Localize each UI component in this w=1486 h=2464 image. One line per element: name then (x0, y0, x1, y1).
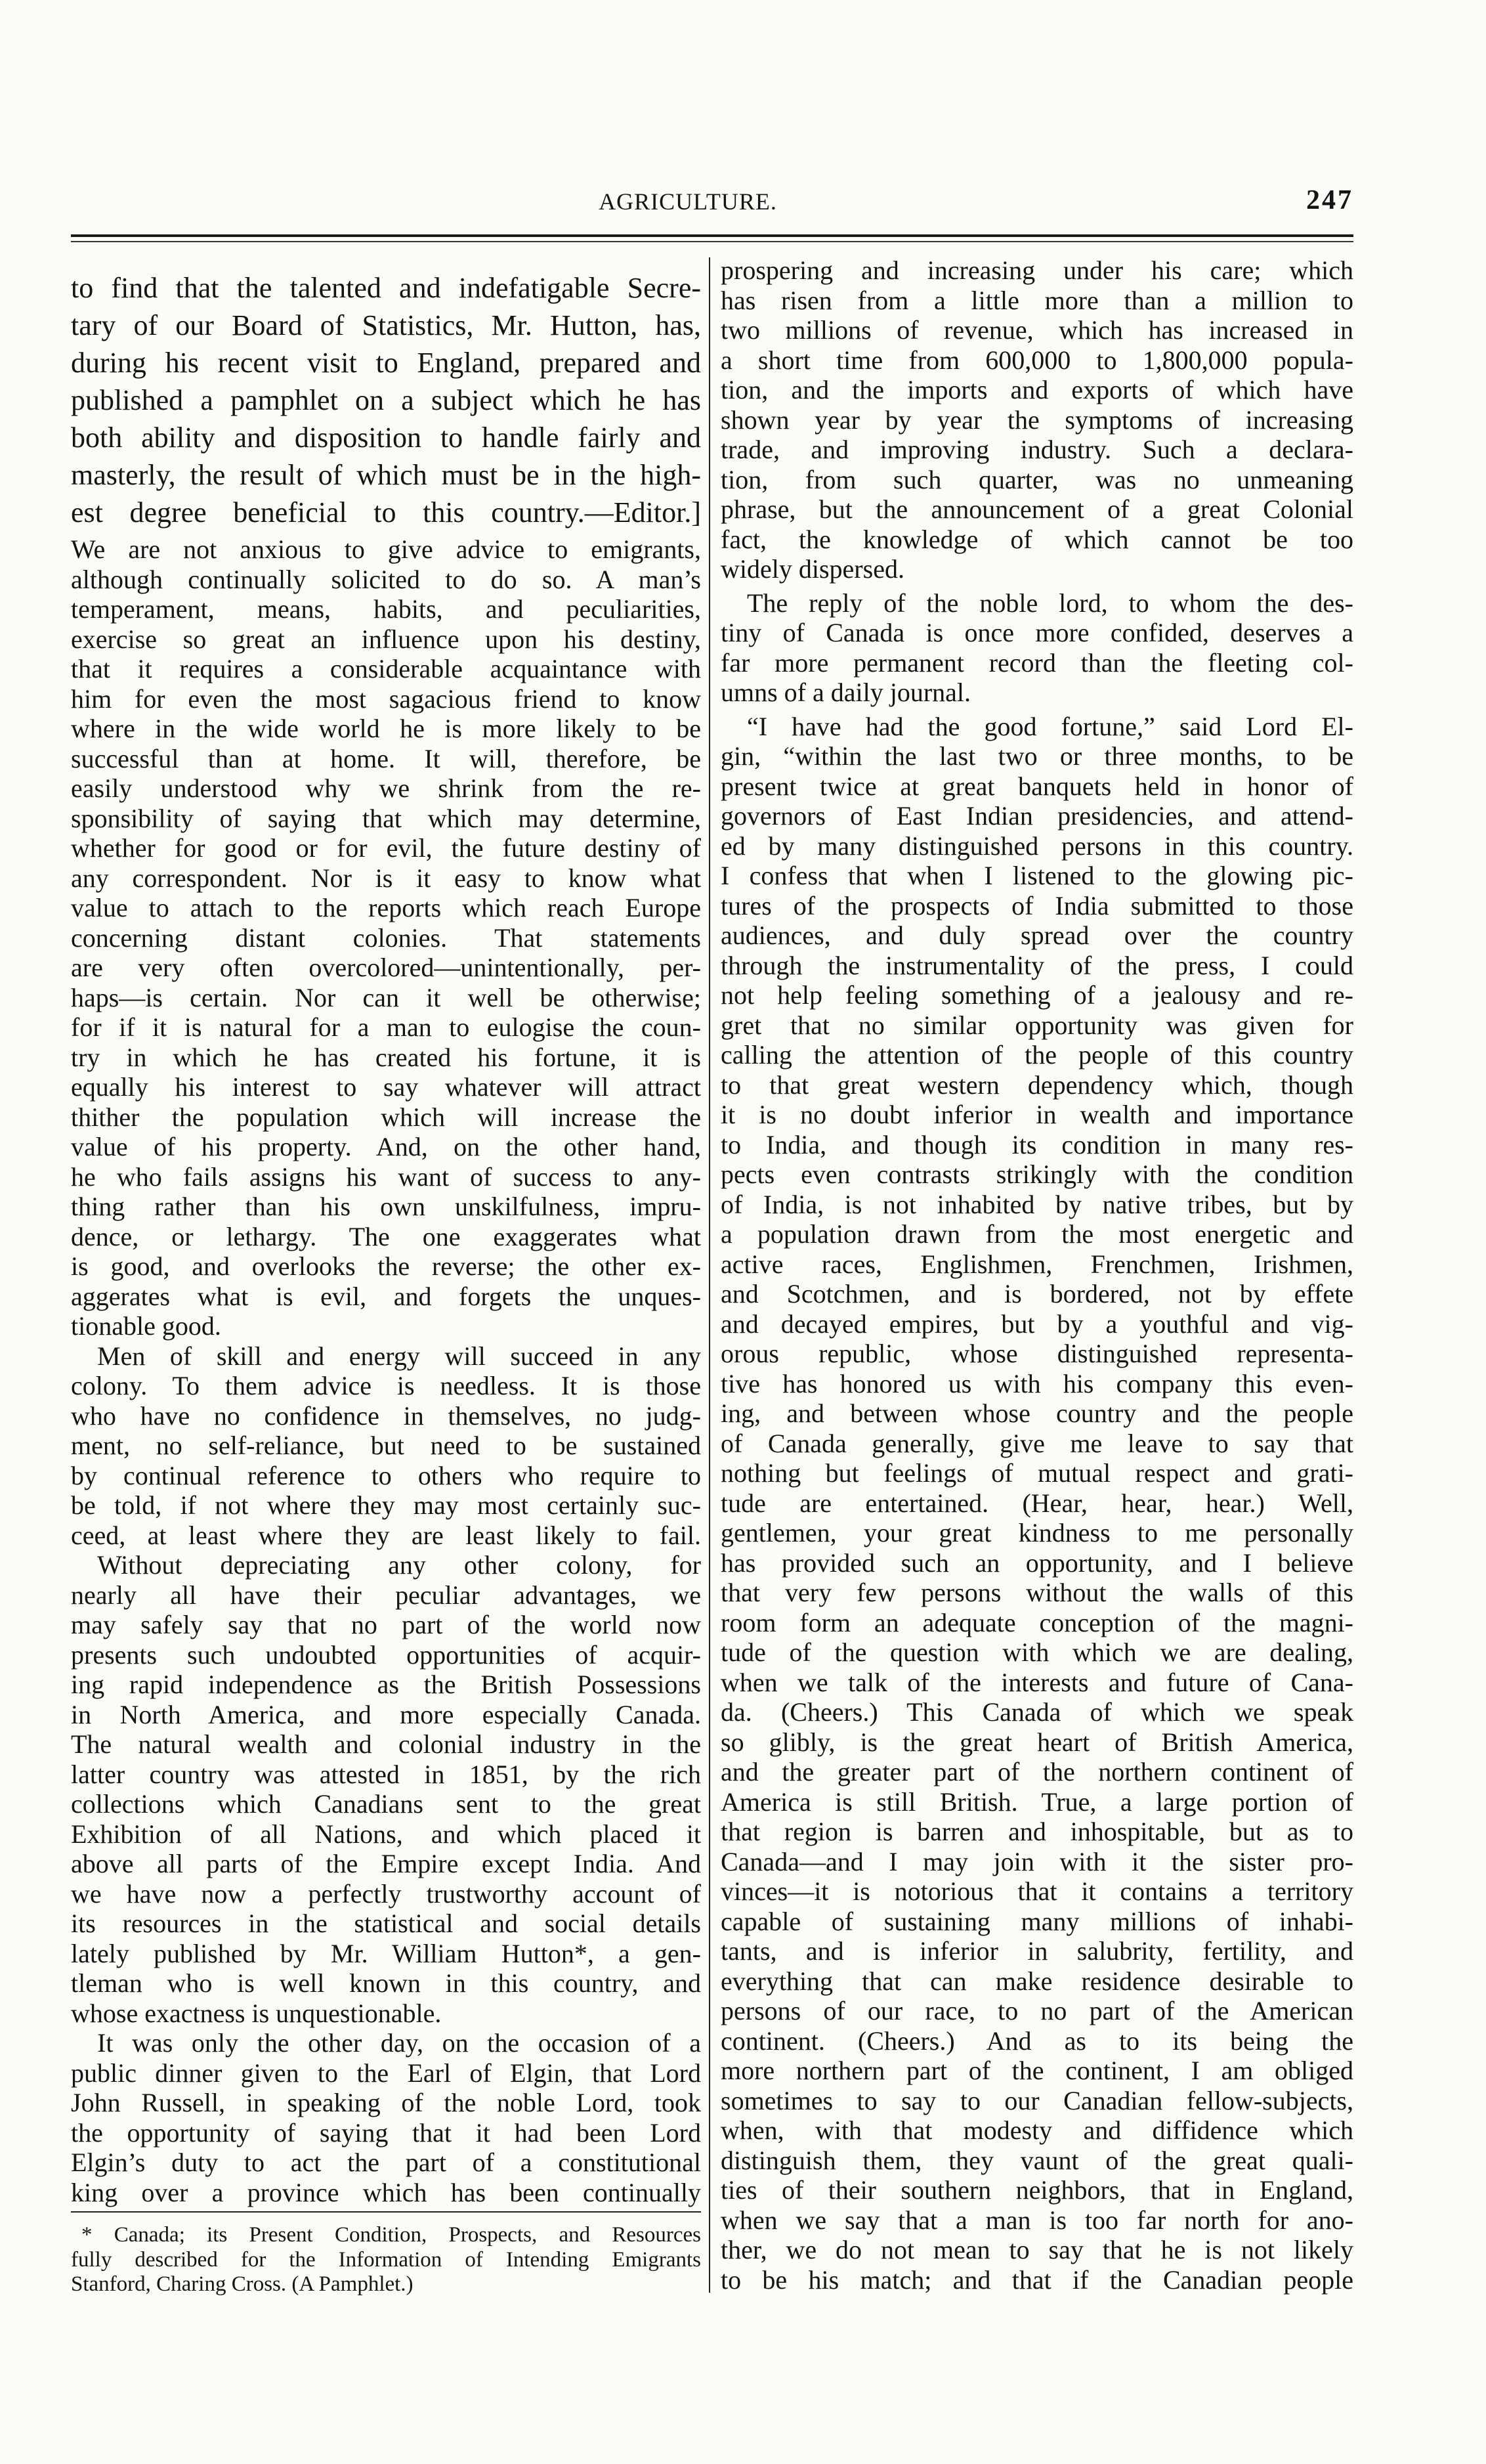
text-line: da. (Cheers.) This Canada of which we speak (721, 1697, 1353, 1727)
text-line: Exhibition of all Nations, and which placed it (71, 1819, 701, 1849)
text-line: both ability and disposition to handle fairly and (71, 421, 701, 454)
text-line: when we talk of the interests and future of Cana- (721, 1667, 1353, 1697)
text-line: above all parts of the Empire except India. And (71, 1849, 701, 1878)
text-line: tleman who is well known in this country, and (71, 1968, 701, 1998)
text-line: persons of our race, to no part of the American (721, 1996, 1353, 2025)
text-line: est degree beneficial to this country.—Editor.] (71, 496, 701, 529)
text-line: nothing but feelings of mutual respect and grati- (721, 1458, 1353, 1488)
right-column (721, 255, 1353, 2295)
text-line: vinces—it is notorious that it contains a territory (721, 1876, 1353, 1906)
text-line: published a pamphlet on a subject which he has (71, 384, 701, 416)
text-line: thing rather than his own unskilfulness, impru- (71, 1192, 701, 1221)
text-line: We are not anxious to give advice to emigrants, (71, 534, 701, 564)
text-line: pects even contrasts strikingly with the condition (721, 1159, 1353, 1189)
header-rule-thick (71, 234, 1353, 237)
text-line: dence, or lethargy. The one exaggerates what (71, 1221, 701, 1251)
text-line: thither the population which will increase the (71, 1102, 701, 1132)
text-line: It was only the other day, on the occasion of a (97, 2028, 701, 2058)
text-line: a population drawn from the most energetic and (721, 1219, 1353, 1249)
text-line: sponsibility of saying that which may determine, (71, 803, 701, 833)
text-line: try in which he has created his fortune, it is (71, 1042, 701, 1072)
text-line: Without depreciating any other colony, for (97, 1550, 701, 1580)
text-line: The reply of the noble lord, to whom the des- (747, 588, 1353, 618)
text-line: in North America, and more especially Canada. (71, 1699, 701, 1729)
text-line: tive has honored us with his company this even- (721, 1368, 1353, 1398)
text-line: ment, no self-reliance, but need to be sustained (71, 1431, 701, 1460)
text-line: we have now a perfectly trustworthy account of (71, 1878, 701, 1909)
text-line: public dinner given to the Earl of Elgin, that Lord (71, 2058, 701, 2088)
text-line: governors of East Indian presidencies, and attend- (721, 801, 1353, 831)
text-line: fact, the knowledge of which cannot be too (721, 524, 1353, 554)
text-line: a short time from 600,000 to 1,800,000 popula- (721, 345, 1353, 375)
paragraph (71, 534, 701, 1341)
text-line: be told, if not where they may most certainly suc- (71, 1490, 701, 1520)
text-line: when we say that a man is too far north for ano- (721, 2205, 1353, 2235)
footnote-rule (71, 2211, 701, 2213)
text-line: presents such undoubted opportunities of acquir- (71, 1639, 701, 1670)
text-line: prospering and increasing under his care; which (721, 255, 1353, 285)
text-line: John Russell, in speaking of the noble Lord, took (71, 2088, 701, 2117)
text-line: America is still British. True, a large portion of (721, 1786, 1353, 1817)
text-line: whose exactness is unquestionable. (71, 1998, 442, 2028)
text-line: sometimes to say to our Canadian fellow-subjects, (721, 2085, 1353, 2115)
paragraph (71, 1550, 701, 2028)
page-number: 247 (1306, 185, 1353, 215)
left-column-body (71, 534, 701, 2207)
text-line: by continual reference to others who require to (71, 1460, 701, 1490)
text-line: everything that can make residence desirable to (721, 1966, 1353, 1996)
text-line: tion, and the imports and exports of which have (721, 375, 1353, 404)
left-column (71, 269, 701, 2207)
text-line: and Scotchmen, and is bordered, not by effete (721, 1279, 1353, 1308)
column-divider (709, 257, 710, 2293)
paragraph (71, 1341, 701, 1551)
text-line: where in the wide world he is more likely to be (71, 714, 701, 743)
text-line: ther, we do not mean to say that he is not likely (721, 2235, 1353, 2264)
text-line: umns of a daily journal. (721, 678, 971, 707)
text-line: him for even the most sagacious friend to know (71, 683, 701, 714)
text-line: that very few persons without the walls of this (721, 1578, 1353, 1607)
text-line: present twice at great banquets held in honor of (721, 771, 1353, 801)
text-line: ing rapid independence as the British Possessions (71, 1670, 701, 1699)
text-line: ties of their southern neighbors, that in England, (721, 2175, 1353, 2205)
text-line: nearly all have their peculiar advantages, we (71, 1580, 701, 1610)
text-line: through the instrumentality of the press, I could (721, 950, 1353, 980)
text-line: phrase, but the announcement of a great Colonial (721, 494, 1353, 524)
text-line: are very often overcolored—unintentionally, per- (71, 953, 701, 982)
text-line: colony. To them advice is needless. It is those (71, 1371, 701, 1400)
paragraph (721, 712, 1353, 2295)
text-line: distinguish them, they vaunt of the great quali- (721, 2145, 1353, 2175)
text-line: gentlemen, your great kindness to me personally (721, 1518, 1353, 1547)
text-line: more northern part of the continent, I am obliged (721, 2056, 1353, 2085)
text-line: tants, and is inferior in salubrity, fertility, and (721, 1936, 1353, 1966)
text-line: Canada—and I may join with it the sister pro- (721, 1846, 1353, 1876)
text-line: the opportunity of saying that it had been Lord (71, 2117, 701, 2148)
text-line: gin, “within the last two or three months, to be (721, 741, 1353, 771)
text-line: value to attach to the reports which reach Europe (71, 893, 701, 922)
continued-intro-paragraph (71, 269, 701, 531)
text-line: to find that the talented and indefatigable Secre- (71, 272, 701, 304)
text-line: shown year by year the symptoms of increasing (721, 404, 1353, 435)
text-line: trade, and improving industry. Such a declara- (721, 435, 1353, 464)
running-header-title: AGRICULTURE. (599, 188, 777, 215)
text-line: any correspondent. Nor is it easy to know what (71, 863, 701, 893)
text-line: I confess that when I listened to the glowing pic- (721, 861, 1353, 890)
text-line: Stanford, Charing Cross. (A Pamphlet.) (71, 2272, 414, 2296)
text-line: gret that no similar opportunity was given for (721, 1010, 1353, 1040)
text-line: during his recent visit to England, prepared and (71, 347, 701, 379)
text-line: tures of the prospects of India submitted to those (721, 890, 1353, 920)
text-line: to that great western dependency which, though (721, 1070, 1353, 1100)
paragraph (71, 2028, 701, 2207)
text-line: ing, and between whose country and the people (721, 1398, 1353, 1428)
text-line: two millions of revenue, which has increased in (721, 315, 1353, 345)
text-line: Elgin’s duty to act the part of a constitutional (71, 2148, 701, 2177)
text-line: it is no doubt inferior in wealth and importance (721, 1100, 1353, 1129)
text-line: for if it is natural for a man to eulogise the coun- (71, 1012, 701, 1042)
text-line: calling the attention of the people of this country (721, 1040, 1353, 1070)
text-line: collections which Canadians sent to the great (71, 1789, 701, 1819)
text-line: king over a province which has been continually (71, 2177, 701, 2207)
text-line: “I have had the good fortune,” said Lord El- (747, 711, 1353, 741)
text-line: when, with that modesty and diffidence which (721, 2115, 1353, 2145)
text-line: who have no confidence in themselves, no judg- (71, 1400, 701, 1431)
text-line: to India, and though its condition in many res- (721, 1129, 1353, 1159)
text-line: concerning distant colonies. That statements (71, 922, 701, 953)
text-line: tude are entertained. (Hear, hear, hear.) Well, (721, 1488, 1353, 1518)
text-line: tion, from such quarter, was no unmeaning (721, 464, 1353, 494)
footnote (71, 2223, 701, 2297)
text-line: and the greater part of the northern continent of (721, 1757, 1353, 1786)
text-line: tary of our Board of Statistics, Mr. Hutton, has, (71, 309, 701, 341)
text-line: exercise so great an influence upon his destiny, (71, 624, 701, 654)
text-line: although continually solicited to do so. A man’s (71, 564, 701, 594)
text-line: masterly, the result of which must be in the high- (71, 459, 701, 491)
text-line: tiny of Canada is once more confided, deserves a (721, 618, 1353, 647)
text-line: its resources in the statistical and social details (71, 1909, 701, 1938)
text-line: latter country was attested in 1851, by the rich (71, 1759, 701, 1789)
text-line: ed by many distinguished persons in this country. (721, 831, 1353, 861)
text-line: equally his interest to say whatever will attract (71, 1072, 701, 1102)
text-line: that region is barren and inhospitable, but as to (721, 1817, 1353, 1846)
text-line: Men of skill and energy will succeed in any (97, 1341, 701, 1371)
text-line: continent. (Cheers.) And as to its being the (721, 2025, 1353, 2056)
text-line: * Canada; its Present Condition, Prospects, and Resources (81, 2223, 701, 2247)
text-line: easily understood why we shrink from the re- (71, 773, 701, 803)
text-line: he who fails assigns his want of success to any- (71, 1161, 701, 1192)
text-line: and decayed empires, but by a youthful and vig- (721, 1308, 1353, 1339)
text-line: not help feeling something of a jealousy and re- (721, 980, 1353, 1010)
text-line: may safely say that no part of the world now (71, 1610, 701, 1639)
text-line: capable of sustaining many millions of inhabi- (721, 1906, 1353, 1936)
text-line: haps—is certain. Nor can it well be otherwise; (71, 982, 701, 1012)
text-line: fully described for the Information of Intending Emigrants (71, 2247, 701, 2272)
text-line: tionable good. (71, 1311, 221, 1341)
text-line: to be his match; and that if the Canadian people (721, 2264, 1353, 2295)
text-line: so glibly, is the great heart of British America, (721, 1727, 1353, 1757)
text-line: ceed, at least where they are least likely to fail. (71, 1520, 701, 1550)
text-line: whether for good or for evil, the future destiny of (71, 833, 701, 863)
text-line: The natural wealth and colonial industry in the (71, 1729, 701, 1759)
text-line: of India, is not inhabited by native tribes, but by (721, 1189, 1353, 1219)
paragraph (721, 588, 1353, 708)
text-line: temperament, means, habits, and peculiarities, (71, 594, 701, 624)
text-line: audiences, and duly spread over the country (721, 920, 1353, 950)
text-line: successful than at home. It will, therefore, be (71, 743, 701, 773)
paragraph (721, 255, 1353, 584)
text-line: widely dispersed. (721, 554, 904, 584)
text-line: has provided such an opportunity, and I believe (721, 1547, 1353, 1578)
header-rule-thin (71, 241, 1353, 242)
text-line: room form an adequate conception of the magni- (721, 1607, 1353, 1637)
text-line: active races, Englishmen, Frenchmen, Irishmen, (721, 1249, 1353, 1279)
text-line: far more permanent record than the fleeting col- (721, 647, 1353, 678)
text-line: aggerates what is evil, and forgets the unques- (71, 1281, 701, 1311)
text-line: lately published by Mr. William Hutton*, a gen- (71, 1938, 701, 1968)
text-line: that it requires a considerable acquaintance with (71, 654, 701, 683)
text-line: has risen from a little more than a million to (721, 285, 1353, 315)
text-line: value of his property. And, on the other hand, (71, 1132, 701, 1161)
text-line: of Canada generally, give me leave to say that (721, 1428, 1353, 1458)
text-line: orous republic, whose distinguished representa- (721, 1339, 1353, 1368)
text-line: tude of the question with which we are dealing, (721, 1637, 1353, 1667)
text-line: is good, and overlooks the reverse; the other ex- (71, 1251, 701, 1281)
